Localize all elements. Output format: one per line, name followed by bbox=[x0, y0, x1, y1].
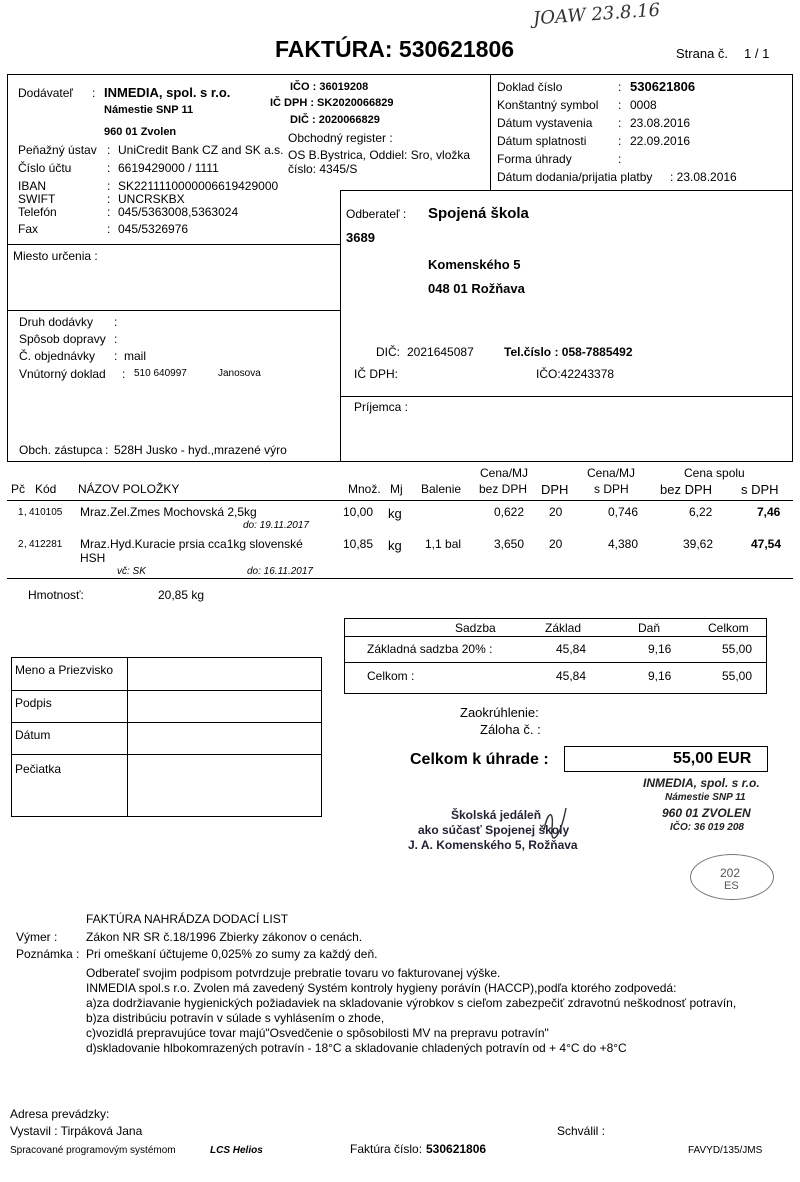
supplier-street: Námestie SNP 11 bbox=[104, 104, 194, 116]
note-line: Odberateľ svojim podpisom potvrdzuje prebratie tovaru vo fakturovanej výške. bbox=[86, 966, 501, 980]
tax-total-total: 55,00 bbox=[722, 669, 753, 683]
weight-value: 20,85 kg bbox=[158, 588, 205, 602]
tax-header-rate: Sadzba bbox=[455, 621, 496, 635]
register-label: Obchodný register : bbox=[288, 131, 393, 145]
poznamka-label: Poznámka : bbox=[16, 947, 80, 961]
divider bbox=[344, 662, 767, 663]
sig-date-label: Dátum bbox=[15, 728, 51, 742]
iban-label: IBAN bbox=[18, 179, 47, 193]
bank-value: UniCredit Bank CZ and SK a.s. bbox=[118, 143, 284, 157]
sig-signature-label: Podpis bbox=[15, 696, 52, 710]
divider bbox=[127, 657, 128, 817]
delivery-date-label: Dátum dodania/prijatia platby bbox=[497, 170, 653, 184]
address-label: Adresa prevádzky: bbox=[10, 1107, 110, 1121]
col-pc: Pč bbox=[11, 482, 26, 496]
round-stamp-line1: 202 bbox=[720, 866, 741, 880]
poznamka-value: Pri omeškaní účtujeme 0,025% zo sumy za každý deň. bbox=[86, 947, 378, 961]
customer-city: 048 01 Rožňava bbox=[428, 281, 525, 296]
divider bbox=[7, 310, 341, 311]
divider bbox=[11, 754, 322, 755]
tax-row-label: Základná sadzba 20% : bbox=[367, 642, 493, 656]
tax-row-base: 45,84 bbox=[556, 642, 587, 656]
item-vat: 20 bbox=[549, 505, 563, 519]
register-number: číslo: 4345/S bbox=[288, 162, 358, 176]
sales-rep: 528H Jusko - hyd.,mrazené výro bbox=[114, 443, 287, 457]
supplier-name: INMEDIA, spol. s r.o. bbox=[104, 85, 231, 100]
signature-box bbox=[11, 657, 322, 817]
col-spolu-bez: bez DPH bbox=[660, 482, 713, 497]
ks-label: Konštantný symbol bbox=[497, 98, 599, 112]
supplier-city: 960 01 Zvolen bbox=[104, 126, 177, 138]
account-value: 6619429000 / 1111 bbox=[118, 161, 219, 175]
payment-form-value: : bbox=[618, 152, 622, 166]
iban-value: SK2211110000006619429000 bbox=[118, 179, 279, 193]
tax-row-vat: 9,16 bbox=[648, 642, 672, 656]
col-spolu: Cena spolu bbox=[684, 466, 745, 480]
item-expiry: do: 19.11.2017 bbox=[243, 520, 309, 531]
sig-stamp-label: Pečiatka bbox=[15, 762, 62, 776]
note-line: d)skladovanie hlbokomrazených potravín - 18°C a skladovanie chladených potravín od + 4°C do +8°C bbox=[86, 1041, 627, 1055]
customer-icdph-label: IČ DPH: bbox=[354, 367, 399, 381]
due-date-label: Dátum splatnosti bbox=[497, 134, 587, 148]
col-mj: Mj bbox=[390, 482, 403, 496]
item-pc: 2 bbox=[18, 539, 24, 550]
footer-invoice-number: 530621806 bbox=[426, 1142, 487, 1156]
customer-dic-label: DIČ: bbox=[376, 345, 400, 359]
order-number-label: Č. objednávky bbox=[19, 349, 96, 363]
col-mnoz: Množ. bbox=[348, 482, 381, 496]
rounding-label: Zaokrúhlenie: bbox=[460, 705, 539, 720]
customer-dic: 2021645087 bbox=[407, 345, 474, 359]
item-pc: 1 bbox=[18, 507, 24, 518]
supplier-dic: DIČ : 2020066829 bbox=[290, 114, 380, 126]
tax-header-base: Základ bbox=[545, 621, 582, 635]
note-line: INMEDIA spol.s r.o. Zvolen má zavedený Systém kontroly hygieny porávín (HACCP),podľa ktorého zodpovedá: bbox=[86, 981, 677, 995]
sig-name-label: Meno a Priezvisko bbox=[15, 663, 114, 677]
vymer-label: Výmer : bbox=[16, 930, 58, 944]
divider bbox=[11, 690, 322, 691]
tax-total-vat: 9,16 bbox=[648, 669, 672, 683]
supplier-icdph: IČ DPH : SK2020066829 bbox=[270, 97, 394, 109]
weight-label: Hmotnosť: bbox=[28, 588, 84, 602]
page-label: Strana č. bbox=[676, 46, 729, 61]
item-kod: 412281 bbox=[29, 539, 63, 550]
items-bottom-rule bbox=[7, 578, 793, 579]
col-cena-s-1: Cena/MJ bbox=[587, 466, 636, 480]
supplier-label: Dodávateľ bbox=[18, 86, 73, 100]
item-price-vat: 0,746 bbox=[608, 505, 639, 519]
sales-rep-label: Obch. zástupca bbox=[19, 443, 103, 457]
divider bbox=[7, 244, 341, 245]
issue-date: 23.08.2016 bbox=[630, 116, 691, 130]
item-total: 39,62 bbox=[683, 537, 714, 551]
destination-label: Miesto určenia : bbox=[13, 249, 98, 263]
col-kod: Kód bbox=[35, 482, 57, 496]
tax-row-total: 55,00 bbox=[722, 642, 753, 656]
item-total-vat: 47,54 bbox=[751, 537, 782, 551]
swift-label: SWIFT bbox=[18, 192, 56, 206]
swift-value: UNCRSKBX bbox=[118, 192, 185, 206]
school-stamp-line1: Školská jedáleň bbox=[451, 808, 542, 822]
fax-value: 045/5326976 bbox=[118, 222, 189, 236]
bank-label: Peňažný ústav bbox=[18, 143, 97, 157]
col-cena-bez-1: Cena/MJ bbox=[480, 466, 529, 480]
customer-ico: IČO:42243378 bbox=[536, 367, 615, 381]
company-stamp-line3: 960 01 ZVOLEN bbox=[662, 806, 751, 820]
item-unit: kg bbox=[388, 506, 402, 521]
recipient-label: Príjemca : bbox=[354, 400, 409, 414]
item-name: Mraz.Zel.Zmes Mochovská 2,5kg bbox=[80, 505, 257, 519]
col-nazov: NÁZOV POLOŽKY bbox=[78, 482, 180, 496]
item-price: 0,622 bbox=[494, 505, 525, 519]
software-label: Spracované programovým systémom bbox=[10, 1145, 176, 1156]
ks-value: 0008 bbox=[630, 98, 657, 112]
phone-label: Telefón bbox=[18, 205, 57, 219]
company-stamp-line4: IČO: 36 019 208 bbox=[670, 822, 744, 833]
internal-doc-label: Vnútorný doklad bbox=[19, 367, 106, 381]
transport-label: Spôsob dopravy bbox=[19, 332, 106, 346]
item-price-vat: 4,380 bbox=[608, 537, 639, 551]
company-stamp-line1: INMEDIA, spol. s r.o. bbox=[643, 776, 760, 790]
item-kod: 410105 bbox=[29, 507, 63, 518]
phone-value: 045/5363008,5363024 bbox=[118, 205, 239, 219]
issue-date-label: Dátum vystavenia bbox=[497, 116, 593, 130]
handwritten-note: JOAW 23.8.16 bbox=[532, 0, 661, 30]
school-stamp-line3: J. A. Komenského 5, Rožňava bbox=[408, 838, 578, 852]
issued-by: Vystavil : Tirpáková Jana bbox=[10, 1124, 143, 1138]
item-vat: 20 bbox=[549, 537, 563, 551]
register-court: OS B.Bystrica, Oddiel: Sro, vložka bbox=[288, 148, 471, 162]
col-cena-bez-2: bez DPH bbox=[479, 482, 528, 496]
fax-label: Fax bbox=[18, 222, 39, 236]
delivery-date: : 23.08.2016 bbox=[670, 170, 737, 184]
items-header-rule bbox=[7, 500, 793, 501]
item-origin: vč: SK bbox=[117, 566, 146, 577]
col-balenie: Balenie bbox=[421, 482, 462, 496]
tax-total-label: Celkom : bbox=[367, 669, 415, 683]
item-name-cont: HSH bbox=[80, 551, 106, 565]
item-total: 6,22 bbox=[689, 505, 713, 519]
invoice-title: FAKTÚRA: 530621806 bbox=[275, 36, 515, 62]
vymer-value: Zákon NR SR č.18/1996 Zbierky zákonov o cenách. bbox=[86, 930, 363, 944]
page-number: 1 / 1 bbox=[744, 46, 770, 61]
col-cena-s-2: s DPH bbox=[594, 482, 629, 496]
school-stamp-line2: ako súčasť Spojenej školy bbox=[418, 823, 570, 837]
item-expiry: do: 16.11.2017 bbox=[247, 566, 313, 577]
payment-form-label: Forma úhrady bbox=[497, 152, 572, 166]
footer-invoice-label: Faktúra číslo: bbox=[350, 1142, 423, 1156]
customer-phone: Tel.číslo : 058-7885492 bbox=[504, 345, 633, 359]
tax-header-total: Celkom bbox=[708, 621, 749, 635]
item-unit: kg bbox=[388, 538, 402, 553]
divider bbox=[490, 74, 491, 190]
divider bbox=[340, 396, 793, 397]
divider bbox=[344, 636, 767, 637]
supplier-ico: IČO : 36019208 bbox=[290, 81, 369, 93]
round-stamp-line2: ES bbox=[724, 880, 739, 892]
internal-doc-number: 510 640997 bbox=[134, 368, 187, 379]
software-name: LCS Helios bbox=[210, 1145, 263, 1156]
divider bbox=[11, 722, 322, 723]
form-code: FAVYD/135/JMS bbox=[688, 1145, 763, 1156]
col-dph: DPH bbox=[541, 482, 569, 497]
customer-code: 3689 bbox=[346, 230, 375, 245]
customer-label: Odberateľ : bbox=[346, 207, 407, 221]
note-line: c)vozidlá prepravujúce tovar majú"Osvedčenie o spôsobilosti MV na prepravu potravín" bbox=[86, 1026, 549, 1040]
total-due-label: Celkom k úhrade : bbox=[410, 751, 549, 768]
tax-header-vat: Daň bbox=[638, 621, 661, 635]
company-stamp-line2: Námestie SNP 11 bbox=[665, 792, 746, 803]
customer-street: Komenského 5 bbox=[428, 257, 521, 272]
signature-scribble bbox=[540, 800, 570, 850]
advance-label: Záloha č. : bbox=[480, 722, 541, 737]
tax-total-base: 45,84 bbox=[556, 669, 587, 683]
item-qty: 10,85 bbox=[343, 537, 374, 551]
doklad-value: 530621806 bbox=[630, 79, 696, 94]
customer-name: Spojená škola bbox=[428, 205, 529, 222]
account-label: Číslo účtu bbox=[18, 161, 72, 175]
doklad-label: Doklad číslo bbox=[497, 80, 563, 94]
internal-doc-person: Janosova bbox=[218, 368, 261, 379]
notes-title: FAKTÚRA NAHRÁDZA DODACÍ LIST bbox=[86, 912, 289, 926]
item-qty: 10,00 bbox=[343, 505, 374, 519]
divider bbox=[340, 190, 793, 191]
order-number: mail bbox=[124, 349, 147, 363]
note-line: a)za dodržiavanie hygienických požiadaviek na skladovanie výrobkov s cieľom zabezpečiť zdravotnú neškodnosť potravín, bbox=[86, 996, 737, 1010]
item-total-vat: 7,46 bbox=[757, 505, 781, 519]
delivery-type-label: Druh dodávky bbox=[19, 315, 94, 329]
item-price: 3,650 bbox=[494, 537, 525, 551]
approved-by-label: Schválil : bbox=[557, 1124, 606, 1138]
item-packaging: 1,1 bal bbox=[425, 537, 462, 551]
note-line: b)za distribúciu potravín v súlade s vyhlásením o zhode, bbox=[86, 1011, 385, 1025]
due-date: 22.09.2016 bbox=[630, 134, 691, 148]
col-spolu-s: s DPH bbox=[741, 482, 779, 497]
divider bbox=[340, 190, 341, 462]
item-name: Mraz.Hyd.Kuracie prsia cca1kg slovenské bbox=[80, 537, 303, 551]
total-due-value: 55,00 EUR bbox=[673, 750, 752, 767]
